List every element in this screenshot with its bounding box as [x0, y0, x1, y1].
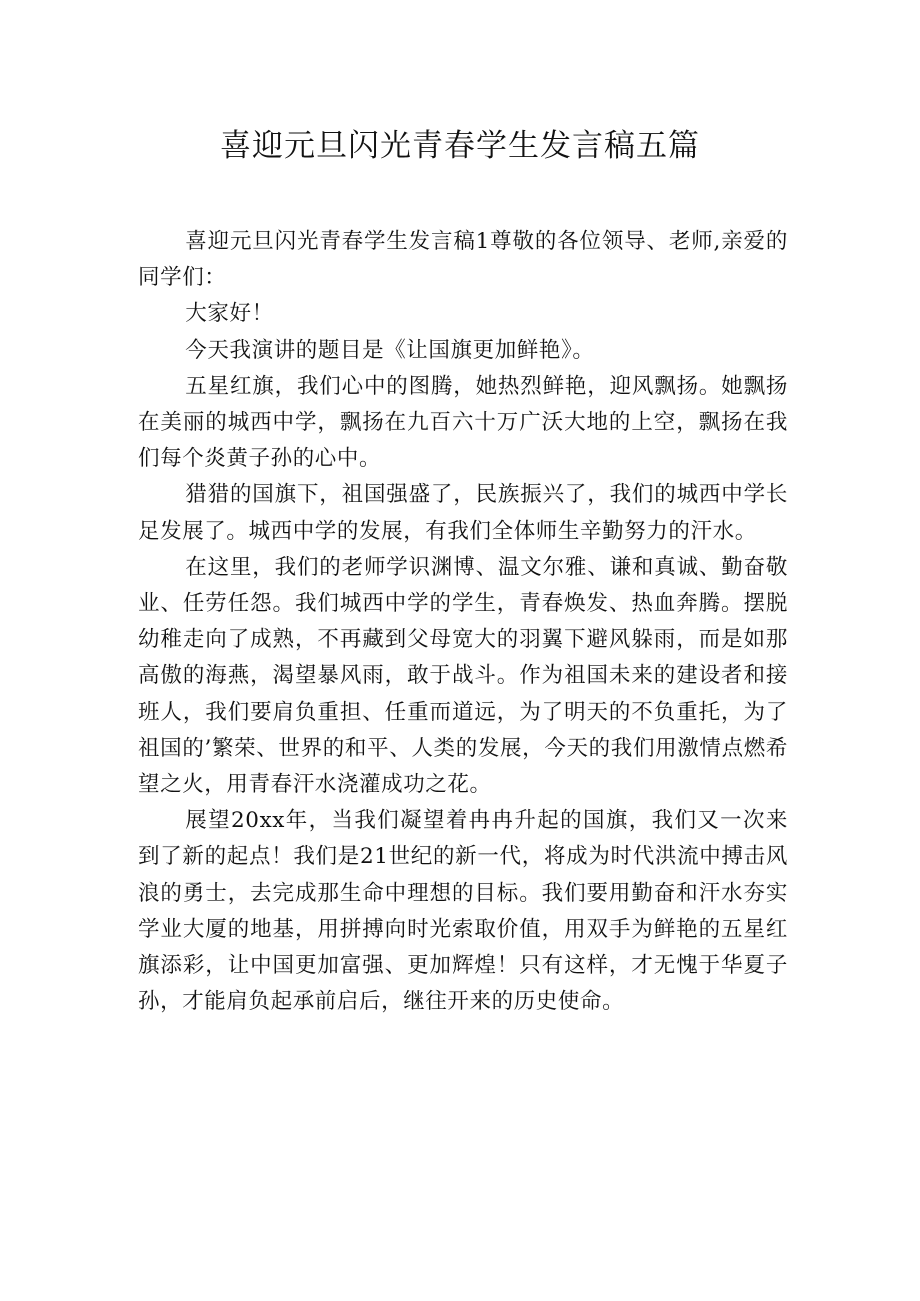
paragraph-1: 喜迎元旦闪光青春学生发言稿1尊敬的各位领导、老师,亲爱的同学们： — [138, 229, 788, 291]
paragraph-4: 五星红旗，我们心中的图腾，她热烈鲜艳，迎风飘扬。她飘扬在美丽的城西中学，飘扬在九百六十万广沃大地的上空，飘扬在我们每个炎黄子孙的心中。 — [138, 373, 788, 472]
document-body — [138, 224, 788, 1020]
paragraph-5: 猎猎的国旗下，祖国强盛了，民族振兴了，我们的城西中学长足发展了。城西中学的发展，有我们全体师生辛勤努力的汗水。 — [138, 482, 788, 544]
paragraph-3: 今天我演讲的题目是《让国旗更加鲜艳》。 — [185, 337, 595, 363]
paragraph-7: 展望20xx年，当我们凝望着冉冉升起的国旗，我们又一次来到了新的起点！我们是21世纪的新一代，将成为时代洪流中搏击风浪的勇士，去完成那生命中理想的目标。我们要用勤奋和汗水夯实学业大厦的地基，用拼搏向时光索取价值，用双手为鲜艳的五星红旗添彩，让中国更加富强、更加辉煌！只有这样，才无愧于华夏子孙，才能肩负起承前启后，继往开来的历史使命。 — [138, 808, 788, 1015]
document-title: 喜迎元旦闪光青春学生发言稿五篇 — [220, 128, 700, 164]
paragraph-2: 大家好！ — [185, 301, 274, 327]
paragraph-6: 在这里，我们的老师学识渊博、温文尔雅、谦和真诚、勤奋敬业、任劳任怨。我们城西中学的学生，青春焕发、热血奔腾。摆脱幼稚走向了成熟，不再藏到父母宽大的羽翼下避风躲雨，而是如那高傲的海燕，渴望暴风雨，敢于战斗。作为祖国未来的建设者和接班人，我们要肩负重担、任重而道远，为了明天的不负重托，为了祖国的’繁荣、世界的和平、人类的发展，今天的我们用激情点燃希望之火，用青春汗水浇灌成功之花。 — [138, 554, 788, 798]
